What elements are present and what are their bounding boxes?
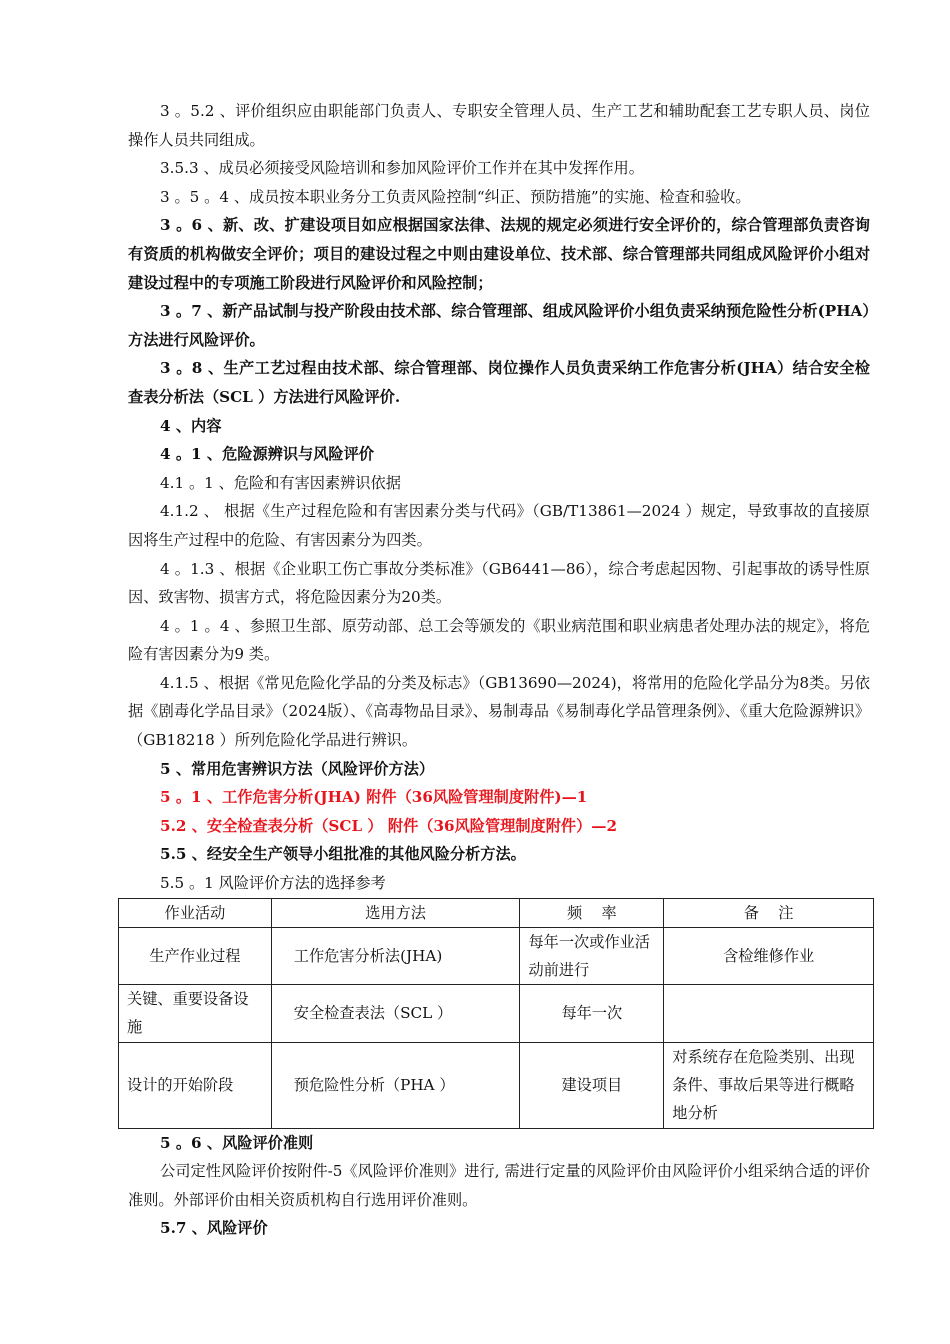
paragraph-5-6: 公司定性风险评价按附件-5《风险评价准则》进行, 需进行定量的风险评价由风险评价小组采纳合适的评价准则。外部评价由相关资质机构自行选用评价准则。 xyxy=(128,1162,870,1209)
table-header-cell: 备 注 xyxy=(664,898,874,927)
table-cell: 每年一次 xyxy=(520,984,664,1042)
heading-5: 5 、常用危害辨识方法（风险评价方法） xyxy=(160,759,435,778)
heading-5-5: 5.5 、经安全生产领导小组批准的其他风险分析方法。 xyxy=(160,845,526,864)
paragraph-4-1-4: 4 。1 。4 、参照卫生部、原劳动部、总工会等颁发的《职业病范围和职业病患者处理办法的规定》，将危险有害因素分为9 类。 xyxy=(128,616,870,664)
table-cell: 生产作业过程 xyxy=(119,927,272,984)
table-row xyxy=(119,927,874,984)
document-page xyxy=(128,97,870,1243)
paragraph-3-5-3: 3.5.3 、成员必须接受风险培训和参加风险评价工作并在其中发挥作用。 xyxy=(160,159,644,178)
heading-5-7: 5.7 、风险评价 xyxy=(160,1219,268,1238)
paragraph-4-1-2: 4.1.2 、 根据《生产过程危险和有害因素分类与代码》（GB/T13861—2024 ）规定，导致事故的直接原因将生产过程中的危险、有害因素分为四类。 xyxy=(128,502,870,549)
paragraph-4-1-1: 4.1 。1 、危险和有害因素辨识依据 xyxy=(160,473,401,492)
table-cell: 每年一次或作业活动前进行 xyxy=(520,927,664,984)
table-cell: 含检维修作业 xyxy=(664,927,874,984)
paragraph-3-5-2: 3 。5.2 、评价组织应由职能部门负责人、专职安全管理人员、生产工艺和辅助配套工艺专职人员、岗位操作人员共同组成。 xyxy=(128,102,870,149)
table-cell: 关键、重要设备设施 xyxy=(119,984,272,1042)
method-selection-table xyxy=(118,898,874,1129)
paragraph-4-1-3: 4 。1.3 、根据《企业职工伤亡事故分类标准》（GB6441—86），综合考虑起因物、引起事故的诱导性原因、致害物、损害方式，将危险因素分为20类。 xyxy=(128,559,870,607)
table-cell: 对系统存在危险类别、出现条件、事故后果等进行概略地分析 xyxy=(664,1042,874,1128)
table-cell: 设计的开始阶段 xyxy=(119,1042,272,1128)
heading-5-2: 5.2 、安全检查表分析（SCL ） 附件（36风险管理制度附件）—2 xyxy=(160,816,618,835)
paragraph-4-1-5: 4.1.5 、根据《常见危险化学品的分类及标志》（GB13690—2024)，将常用的危险化学品分为8类。另依据《剧毒化学品目录》（2024版）、《高毒物品目录》、易制毒品《易制毒化学品管理条例》、《重大危险源辨识》（GB18218 ）所列危险化学品进行辨识。 xyxy=(128,673,870,750)
paragraph-3-7: 3 。7 、新产品试制与投产阶段由技术部、综合管理部、组成风险评价小组负责采纳预危险性分析(PHA）方法进行风险评价。 xyxy=(128,302,870,349)
table-cell: 工作危害分析法(JHA) xyxy=(271,927,520,984)
table-cell: 建设项目 xyxy=(520,1042,664,1128)
table-header-cell: 选用方法 xyxy=(271,898,520,927)
heading-5-6: 5 。6 、风险评价准则 xyxy=(160,1133,314,1152)
paragraph-3-5-4: 3 。5 。4 、成员按本职业务分工负责风险控制“纠正、预防措施”的实施、检查和验收。 xyxy=(160,187,751,206)
paragraph-5-5-1: 5.5 。1 风险评价方法的选择参考 xyxy=(160,874,386,893)
table-header-cell: 作业活动 xyxy=(119,898,272,927)
heading-4-1: 4 。1 、危险源辨识与风险评价 xyxy=(160,445,374,464)
table-cell: 安全检查表法（SCL ） xyxy=(271,984,520,1042)
table-header-row xyxy=(119,898,874,927)
paragraph-3-8: 3 。8 、生产工艺过程由技术部、综合管理部、岗位操作人员负责采纳工作危害分析(JHA）结合安全检查表分析法（SCL ）方法进行风险评价. xyxy=(128,359,870,406)
table-row xyxy=(119,984,874,1042)
table-header-cell: 频 率 xyxy=(520,898,664,927)
heading-4: 4 、内容 xyxy=(160,416,222,435)
table-row xyxy=(119,1042,874,1128)
heading-5-1: 5 。1 、工作危害分析(JHA) 附件（36风险管理制度附件)—1 xyxy=(160,788,588,807)
table-cell xyxy=(664,984,874,1042)
table-cell: 预危险性分析（PHA ） xyxy=(271,1042,520,1128)
paragraph-3-6: 3 。6 、新、改、扩建设项目如应根据国家法律、法规的规定必须进行安全评价的，综合管理部负责咨询有资质的机构做安全评价；项目的建设过程之中则由建设单位、技术部、综合管理部共同组成风险评价小组对建设过程中的专项施工阶段进行风险评价和风险控制； xyxy=(128,216,870,292)
